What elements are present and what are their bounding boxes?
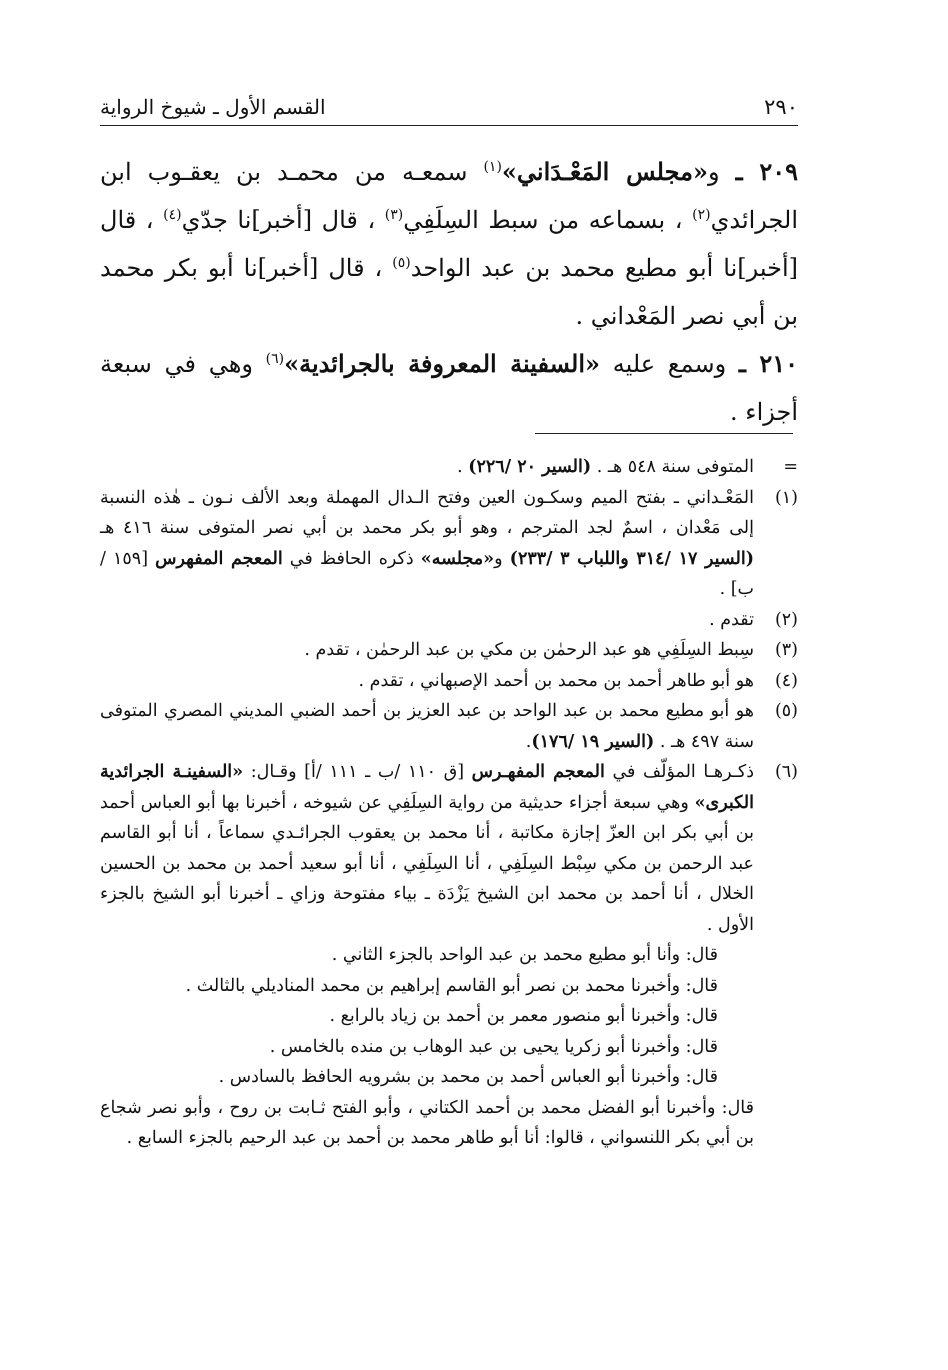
citation: (السير ٢٠ /٢٢٦) [468, 457, 592, 477]
work-title: «مجلس المَعْـدَاني» [501, 157, 708, 186]
footnote-3 [100, 635, 798, 666]
footnote-text: وهي سبعة أجزاء حديثية من رواية السِلَفِي عن شيوخه ، أخبرنا بها أبو العباس أحمد بن أبي بكر ابن العزّ إجازة مكاتبة ، أنا محمد بن يعقوب الجرائـدي سماعاً ، أنا أبو القاسم عبد الرحمن بن مكي سِبْط السِلَفِي ، أنا السِلَفِي ، أنا أبو سعيد أحمد بن محمد بن الحسين الخلال ، أنا أحمد بن محمد ابن الشيخ يَزْدَة ـ بياء مفتوحة وزاي ـ أخبرنا أبو الشيخ بالجزء الأول . [100, 792, 754, 935]
page-number: ٢٩٠ [764, 95, 798, 119]
footnote-1 [100, 483, 798, 605]
entry-209 [100, 148, 798, 340]
footnote-ref: (١) [483, 159, 502, 175]
main-text [100, 148, 798, 436]
entry-number: ٢١٠ ـ [738, 349, 798, 378]
work-title: «السفينـة الجرائدية الكبرى» [100, 762, 754, 813]
footnote-4 [100, 666, 798, 697]
footnote-text: ذكـرهـا المؤلّف في [604, 762, 754, 782]
entry-210 [100, 340, 798, 436]
footnote-ref: (٥) [392, 255, 411, 271]
citation: المعجم المفهـرس [471, 762, 605, 782]
footnote-text: . [457, 457, 463, 477]
footnote-text: المَعْـداني ـ بفتح الميم وسكـون العين وفتح الـدال المهملة وبعد الألف نـون ـ هٰذه النسبة إلى مَعْدان ، اسمٌ لجد المترجم ، وهو أبو بكر محمد بن أبي نصر المتوفى سنة ٤١٦ هـ [100, 487, 754, 538]
chain-line: قال: وأخبرنا أبو زكريا يحيى بن عبد الوهاب بن منده بالخامس . [269, 1036, 718, 1057]
entry-number: ٢٠٩ ـ [735, 157, 798, 186]
footnote-text: ذكره الحافظ في [282, 548, 421, 569]
footnote-ref: (٤) [163, 207, 182, 223]
chain-line: قال: وأخبرنا أبو العباس أحمد بن محمد بن بشرويه الحافظ بالسادس . [218, 1067, 718, 1087]
entry-text: وسمع عليه [600, 350, 739, 378]
footnote-text: . [525, 731, 532, 752]
footnote-text: سِبط السِلَفِي هو عبد الرحمٰن بن مكي بن عبد الرحمٰن ، تقدم . [304, 640, 754, 660]
footnote-ref: (٢) [692, 207, 711, 223]
footnote-mark: (٥) [774, 701, 798, 721]
footnote-ref: (٦) [265, 351, 285, 367]
footnote-mark: (٣) [774, 640, 798, 660]
footnote-divider [535, 433, 793, 434]
chain-line: قال: وأخبرنا أبو منصور معمر بن أحمد بن زياد بالرابع . [329, 1006, 718, 1026]
footnote-text: [ق ١١٠ /ب ـ ١١١ /أ] وقـال: [243, 762, 472, 782]
footnote-2 [100, 605, 798, 636]
chain-line: قال: وأخبرنا أبو الفضل محمد بن أحمد الكتاني ، وأبو الفتح ثـابت بن روح ، وأبو نصر شجاع بن أبي بكر اللنسواني ، قالوا: أنا أبو طاهر محمد بن أحمد بن عبد الرحيم بالجزء السابع . [100, 1097, 754, 1148]
citation: (السير ١٧ /٣١٤ واللباب ٣ /٢٣٣) [509, 548, 755, 569]
running-header [100, 86, 798, 126]
running-title: القسم الأول ـ شيوخ الرواية [100, 95, 326, 119]
footnote-mark: (٦) [774, 762, 798, 782]
entry-text: ، قال [أخبر]نا أبو مطيع محمد بن عبد الواحد [100, 206, 798, 282]
entry-text: ، قال [أخبر]نا أبو بكر محمد بن أبي نصر المَعْداني . [100, 254, 798, 330]
entry-text: ، بسماعه من سبط السِلَفِي [403, 206, 693, 234]
citation: المعجم المفهرس [155, 548, 283, 569]
citation: «مجلسه» [420, 548, 495, 569]
entry-text: ، قال [أخبر]نا جدّي [181, 206, 385, 234]
footnote-mark: (٢) [774, 609, 798, 630]
footnote-text: و [494, 548, 510, 569]
work-title: «السفينة المعروفة بالجرائدية» [284, 349, 601, 378]
footnote-text: هو أبو طاهر أحمد بن محمد بن أحمد الإصبهاني ، تقدم . [358, 670, 754, 691]
footnote-5 [100, 696, 798, 757]
footnote-mark: (٤) [774, 670, 798, 691]
footnote-6 [100, 757, 798, 940]
entry-text: سمعـه من محمـد بن يعقـوب ابن الجرائدي [100, 158, 799, 234]
footnote-ref: (٣) [384, 207, 404, 223]
footnotes [100, 452, 798, 1154]
chain-line: قال: وأنا أبو مطيع محمد بن عبد الواحد بالجزء الثاني . [331, 945, 718, 965]
footnote-text: هو أبو مطيع محمد بن عبد الواحد بن عبد العزيز بن أحمد الضبي المديني المصري المتوفى سنة ٤٩٧ هـ . [100, 701, 754, 752]
citation: (السير ١٩ /١٧٦) [531, 731, 655, 752]
footnote-continued [100, 452, 798, 483]
chain-line: قال: وأخبرنا محمد بن نصر أبو القاسم إبراهيم بن محمد المناديلي بالثالث . [185, 975, 718, 996]
footnote-text: تقدم . [709, 609, 754, 630]
entry-text: وهي في سبعة أجزاء . [100, 350, 798, 426]
footnote-mark: (١) [774, 487, 798, 508]
entry-text: و [707, 158, 736, 186]
footnote-text: [١٥٩ /ب] . [100, 548, 754, 599]
footnote-mark: = [783, 457, 798, 477]
footnote-text: المتوفى سنة ٥٤٨ هـ . [596, 457, 754, 477]
